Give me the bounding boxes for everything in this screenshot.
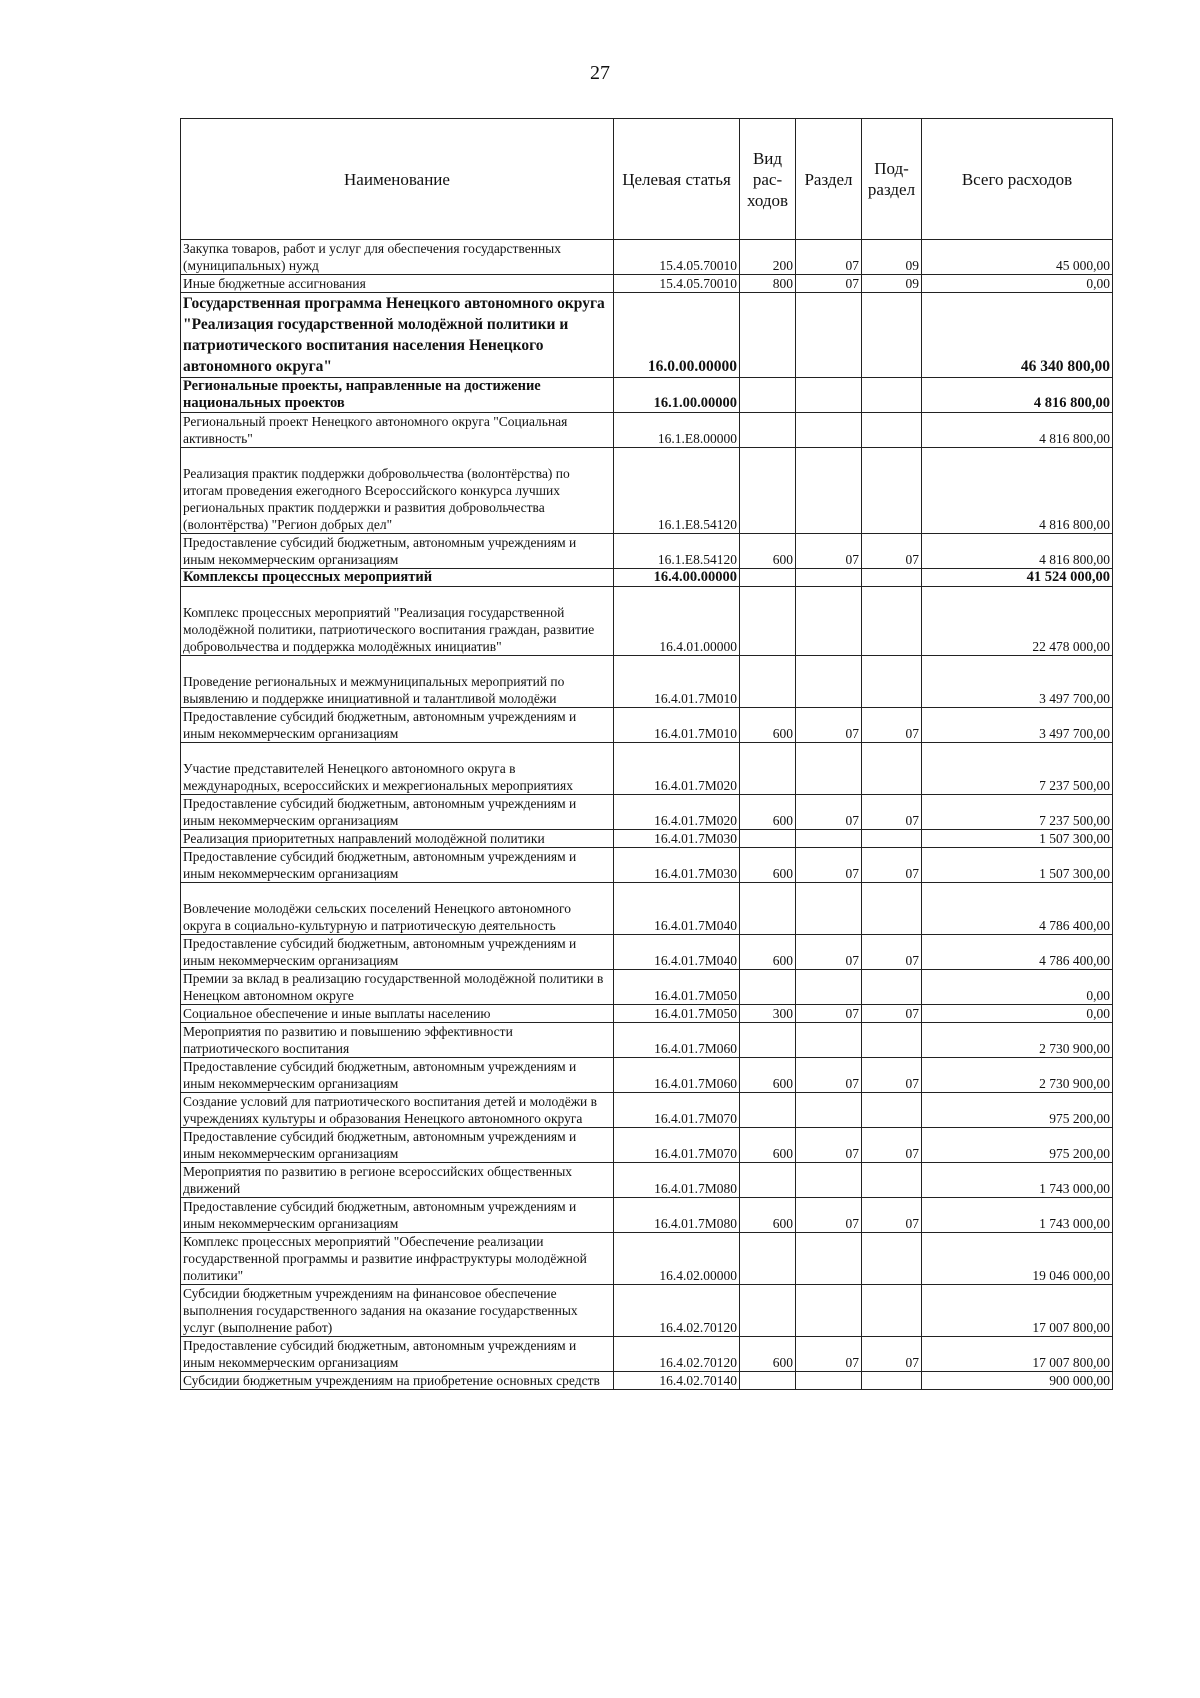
cell-section	[796, 1233, 862, 1285]
cell-subsection	[862, 293, 922, 378]
table-row	[181, 240, 1113, 275]
cell-target: 16.4.02.70140	[614, 1372, 740, 1390]
cell-section: 07	[796, 240, 862, 275]
cell-target: 15.4.05.70010	[614, 240, 740, 275]
cell-target: 16.4.01.7М010	[614, 708, 740, 743]
table-row	[181, 1093, 1113, 1128]
cell-section: 07	[796, 848, 862, 883]
cell-name: Проведение региональных и межмуниципальных мероприятий по выявлению и поддержке инициативной и талантливой молодёжи	[181, 656, 614, 708]
cell-subsection	[862, 656, 922, 708]
cell-target: 16.4.01.7М070	[614, 1093, 740, 1128]
cell-kind	[740, 883, 796, 935]
cell-subsection	[862, 569, 922, 587]
cell-total: 0,00	[922, 970, 1113, 1005]
cell-target: 16.4.01.7М050	[614, 1005, 740, 1023]
cell-target: 16.1.Е8.00000	[614, 413, 740, 448]
table-row	[181, 795, 1113, 830]
cell-total: 4 816 800,00	[922, 448, 1113, 534]
cell-kind	[740, 1023, 796, 1058]
table-row	[181, 656, 1113, 708]
cell-kind: 600	[740, 708, 796, 743]
cell-kind: 600	[740, 848, 796, 883]
cell-section	[796, 970, 862, 1005]
cell-target: 16.4.01.00000	[614, 587, 740, 656]
cell-total: 0,00	[922, 1005, 1113, 1023]
table-row	[181, 1233, 1113, 1285]
cell-section: 07	[796, 1058, 862, 1093]
cell-kind: 300	[740, 1005, 796, 1023]
cell-target: 16.4.01.7М080	[614, 1198, 740, 1233]
cell-section: 07	[796, 795, 862, 830]
cell-section: 07	[796, 534, 862, 569]
cell-kind	[740, 1093, 796, 1128]
cell-section: 07	[796, 708, 862, 743]
cell-name: Субсидии бюджетным учреждениям на финансовое обеспечение выполнения государственного задания на оказание государственных услуг (выполнение работ)	[181, 1285, 614, 1337]
table-row	[181, 1285, 1113, 1337]
cell-subsection	[862, 587, 922, 656]
table-row	[181, 275, 1113, 293]
cell-subsection	[862, 413, 922, 448]
cell-total: 4 816 800,00	[922, 534, 1113, 569]
cell-name: Предоставление субсидий бюджетным, автономным учреждениям и иным некоммерческим организациям	[181, 1128, 614, 1163]
cell-total: 3 497 700,00	[922, 708, 1113, 743]
cell-section	[796, 830, 862, 848]
table-row	[181, 1128, 1113, 1163]
cell-target: 16.4.01.7М040	[614, 935, 740, 970]
cell-section: 07	[796, 1198, 862, 1233]
cell-section: 07	[796, 1005, 862, 1023]
cell-section	[796, 1023, 862, 1058]
cell-subsection	[862, 1163, 922, 1198]
cell-kind: 800	[740, 275, 796, 293]
cell-target: 16.4.01.7М030	[614, 848, 740, 883]
cell-kind: 600	[740, 534, 796, 569]
cell-kind	[740, 743, 796, 795]
cell-target: 16.4.00.00000	[614, 569, 740, 587]
cell-subsection	[862, 970, 922, 1005]
cell-kind	[740, 448, 796, 534]
cell-target: 16.4.01.7М060	[614, 1023, 740, 1058]
cell-total: 7 237 500,00	[922, 795, 1113, 830]
cell-kind: 600	[740, 1337, 796, 1372]
cell-total: 2 730 900,00	[922, 1058, 1113, 1093]
cell-total: 7 237 500,00	[922, 743, 1113, 795]
cell-subsection: 07	[862, 1128, 922, 1163]
cell-total: 19 046 000,00	[922, 1233, 1113, 1285]
cell-target: 16.4.01.7М060	[614, 1058, 740, 1093]
cell-target: 16.4.01.7М020	[614, 795, 740, 830]
cell-kind	[740, 587, 796, 656]
cell-total: 1 507 300,00	[922, 848, 1113, 883]
table-row	[181, 830, 1113, 848]
header-kind: Вид рас- ходов	[740, 119, 796, 240]
cell-section	[796, 1093, 862, 1128]
table-row	[181, 1372, 1113, 1390]
cell-total: 0,00	[922, 275, 1113, 293]
cell-subsection	[862, 883, 922, 935]
cell-total: 1 507 300,00	[922, 830, 1113, 848]
table-row	[181, 935, 1113, 970]
cell-name: Предоставление субсидий бюджетным, автономным учреждениям и иным некоммерческим организациям	[181, 1337, 614, 1372]
cell-total: 975 200,00	[922, 1093, 1113, 1128]
table-row	[181, 378, 1113, 413]
cell-name: Социальное обеспечение и иные выплаты населению	[181, 1005, 614, 1023]
cell-subsection: 07	[862, 1198, 922, 1233]
cell-kind	[740, 830, 796, 848]
cell-name: Предоставление субсидий бюджетным, автономным учреждениям и иным некоммерческим организациям	[181, 848, 614, 883]
cell-section	[796, 883, 862, 935]
cell-name: Мероприятия по развитию и повышению эффективности патриотического воспитания	[181, 1023, 614, 1058]
cell-target: 16.1.Е8.54120	[614, 448, 740, 534]
header-subsection: Под- раздел	[862, 119, 922, 240]
table-row	[181, 448, 1113, 534]
table-row	[181, 883, 1113, 935]
cell-name: Участие представителей Ненецкого автономного округа в международных, всероссийских и межрегиональных мероприятиях	[181, 743, 614, 795]
table-row	[181, 1337, 1113, 1372]
cell-name: Создание условий для патриотического воспитания детей и молодёжи в учреждениях культуры и образования Ненецкого автономного округа	[181, 1093, 614, 1128]
header-target: Целевая статья	[614, 119, 740, 240]
cell-name: Государственная программа Ненецкого автономного округа "Реализация государственной молодёжной политики и патриотического воспитания населения Ненецкого автономного округа"	[181, 293, 614, 378]
cell-target: 16.4.01.7М030	[614, 830, 740, 848]
cell-kind	[740, 1233, 796, 1285]
cell-name: Предоставление субсидий бюджетным, автономным учреждениям и иным некоммерческим организациям	[181, 935, 614, 970]
table-row	[181, 708, 1113, 743]
cell-name: Предоставление субсидий бюджетным, автономным учреждениям и иным некоммерческим организациям	[181, 1058, 614, 1093]
cell-section	[796, 448, 862, 534]
table-row	[181, 587, 1113, 656]
header-section: Раздел	[796, 119, 862, 240]
cell-total: 4 816 800,00	[922, 413, 1113, 448]
cell-total: 4 786 400,00	[922, 883, 1113, 935]
cell-subsection: 07	[862, 1337, 922, 1372]
cell-name: Комплекс процессных мероприятий "Реализация государственной молодёжной политики, патриотического воспитания граждан, развитие добровольчества и поддержка молодёжных инициатив"	[181, 587, 614, 656]
cell-subsection: 07	[862, 935, 922, 970]
cell-name: Субсидии бюджетным учреждениям на приобретение основных средств	[181, 1372, 614, 1390]
cell-total: 17 007 800,00	[922, 1337, 1113, 1372]
cell-total: 975 200,00	[922, 1128, 1113, 1163]
cell-subsection	[862, 830, 922, 848]
cell-section: 07	[796, 275, 862, 293]
cell-section: 07	[796, 935, 862, 970]
cell-total: 2 730 900,00	[922, 1023, 1113, 1058]
cell-target: 16.4.01.7М040	[614, 883, 740, 935]
cell-kind: 600	[740, 1058, 796, 1093]
cell-name: Предоставление субсидий бюджетным, автономным учреждениям и иным некоммерческим организациям	[181, 534, 614, 569]
cell-section	[796, 1285, 862, 1337]
cell-section	[796, 1372, 862, 1390]
cell-target: 16.4.02.70120	[614, 1285, 740, 1337]
cell-target: 16.1.Е8.54120	[614, 534, 740, 569]
cell-subsection	[862, 1372, 922, 1390]
cell-subsection: 07	[862, 1005, 922, 1023]
cell-subsection	[862, 1093, 922, 1128]
table-row	[181, 743, 1113, 795]
table-row	[181, 1005, 1113, 1023]
cell-target: 16.4.01.7М010	[614, 656, 740, 708]
table-row	[181, 413, 1113, 448]
cell-total: 1 743 000,00	[922, 1163, 1113, 1198]
cell-name: Комплекс процессных мероприятий "Обеспечение реализации государственной программы и развитие инфраструктуры молодёжной политики"	[181, 1233, 614, 1285]
cell-subsection	[862, 378, 922, 413]
header-name: Наименование	[181, 119, 614, 240]
cell-subsection: 07	[862, 708, 922, 743]
cell-name: Предоставление субсидий бюджетным, автономным учреждениям и иным некоммерческим организациям	[181, 1198, 614, 1233]
cell-subsection	[862, 1023, 922, 1058]
cell-section	[796, 569, 862, 587]
cell-total: 4 816 800,00	[922, 378, 1113, 413]
cell-section	[796, 587, 862, 656]
cell-total: 17 007 800,00	[922, 1285, 1113, 1337]
cell-target: 16.4.02.70120	[614, 1337, 740, 1372]
cell-kind	[740, 1285, 796, 1337]
page-number: 27	[590, 62, 610, 84]
budget-table	[180, 118, 1113, 1390]
cell-name: Иные бюджетные ассигнования	[181, 275, 614, 293]
table-header-row	[181, 119, 1113, 240]
cell-section: 07	[796, 1337, 862, 1372]
cell-subsection	[862, 743, 922, 795]
table-row	[181, 534, 1113, 569]
cell-name: Закупка товаров, работ и услуг для обеспечения государственных (муниципальных) нужд	[181, 240, 614, 275]
cell-total: 41 524 000,00	[922, 569, 1113, 587]
cell-section	[796, 293, 862, 378]
cell-subsection	[862, 448, 922, 534]
cell-kind	[740, 413, 796, 448]
table-row	[181, 1058, 1113, 1093]
table-row	[181, 1198, 1113, 1233]
cell-subsection: 09	[862, 275, 922, 293]
table-row	[181, 1023, 1113, 1058]
cell-name: Региональный проект Ненецкого автономного округа "Социальная активность"	[181, 413, 614, 448]
cell-total: 3 497 700,00	[922, 656, 1113, 708]
cell-subsection: 07	[862, 848, 922, 883]
cell-kind	[740, 970, 796, 1005]
cell-target: 16.1.00.00000	[614, 378, 740, 413]
cell-total: 22 478 000,00	[922, 587, 1113, 656]
cell-kind: 600	[740, 1128, 796, 1163]
table-row	[181, 569, 1113, 587]
cell-name: Вовлечение молодёжи сельских поселений Ненецкого автономного округа в социально-культурную и патриотическую деятельность	[181, 883, 614, 935]
cell-kind	[740, 1372, 796, 1390]
cell-target: 15.4.05.70010	[614, 275, 740, 293]
cell-total: 45 000,00	[922, 240, 1113, 275]
table-body	[181, 240, 1113, 1390]
cell-subsection: 07	[862, 1058, 922, 1093]
cell-kind	[740, 1163, 796, 1198]
cell-target: 16.4.01.7М080	[614, 1163, 740, 1198]
cell-section	[796, 1163, 862, 1198]
cell-target: 16.4.01.7М070	[614, 1128, 740, 1163]
cell-subsection: 07	[862, 795, 922, 830]
header-total: Всего расходов	[922, 119, 1113, 240]
table-row	[181, 293, 1113, 378]
cell-section	[796, 656, 862, 708]
cell-target: 16.4.02.00000	[614, 1233, 740, 1285]
cell-kind	[740, 378, 796, 413]
cell-kind: 200	[740, 240, 796, 275]
cell-kind	[740, 569, 796, 587]
cell-name: Комплексы процессных мероприятий	[181, 569, 614, 587]
cell-name: Предоставление субсидий бюджетным, автономным учреждениям и иным некоммерческим организациям	[181, 708, 614, 743]
table-row	[181, 970, 1113, 1005]
cell-kind	[740, 656, 796, 708]
cell-kind	[740, 293, 796, 378]
cell-total: 4 786 400,00	[922, 935, 1113, 970]
cell-target: 16.0.00.00000	[614, 293, 740, 378]
cell-section	[796, 743, 862, 795]
cell-total: 46 340 800,00	[922, 293, 1113, 378]
cell-name: Региональные проекты, направленные на достижение национальных проектов	[181, 378, 614, 413]
cell-name: Премии за вклад в реализацию государственной молодёжной политики в Ненецком автономном округе	[181, 970, 614, 1005]
cell-section	[796, 378, 862, 413]
cell-target: 16.4.01.7М050	[614, 970, 740, 1005]
cell-target: 16.4.01.7М020	[614, 743, 740, 795]
cell-section: 07	[796, 1128, 862, 1163]
cell-kind: 600	[740, 795, 796, 830]
cell-kind: 600	[740, 935, 796, 970]
cell-name: Реализация практик поддержки добровольчества (волонтёрства) по итогам проведения ежегодного Всероссийского конкурса лучших региональных практик поддержки и развития добровольчества (волонтёрства) "Регион добрых дел"	[181, 448, 614, 534]
cell-total: 1 743 000,00	[922, 1198, 1113, 1233]
cell-total: 900 000,00	[922, 1372, 1113, 1390]
table-row	[181, 1163, 1113, 1198]
cell-subsection	[862, 1233, 922, 1285]
table-row	[181, 848, 1113, 883]
cell-kind: 600	[740, 1198, 796, 1233]
cell-subsection: 07	[862, 534, 922, 569]
cell-name: Реализация приоритетных направлений молодёжной политики	[181, 830, 614, 848]
cell-section	[796, 413, 862, 448]
cell-name: Мероприятия по развитию в регионе всероссийских общественных движений	[181, 1163, 614, 1198]
cell-subsection: 09	[862, 240, 922, 275]
cell-name: Предоставление субсидий бюджетным, автономным учреждениям и иным некоммерческим организациям	[181, 795, 614, 830]
cell-subsection	[862, 1285, 922, 1337]
